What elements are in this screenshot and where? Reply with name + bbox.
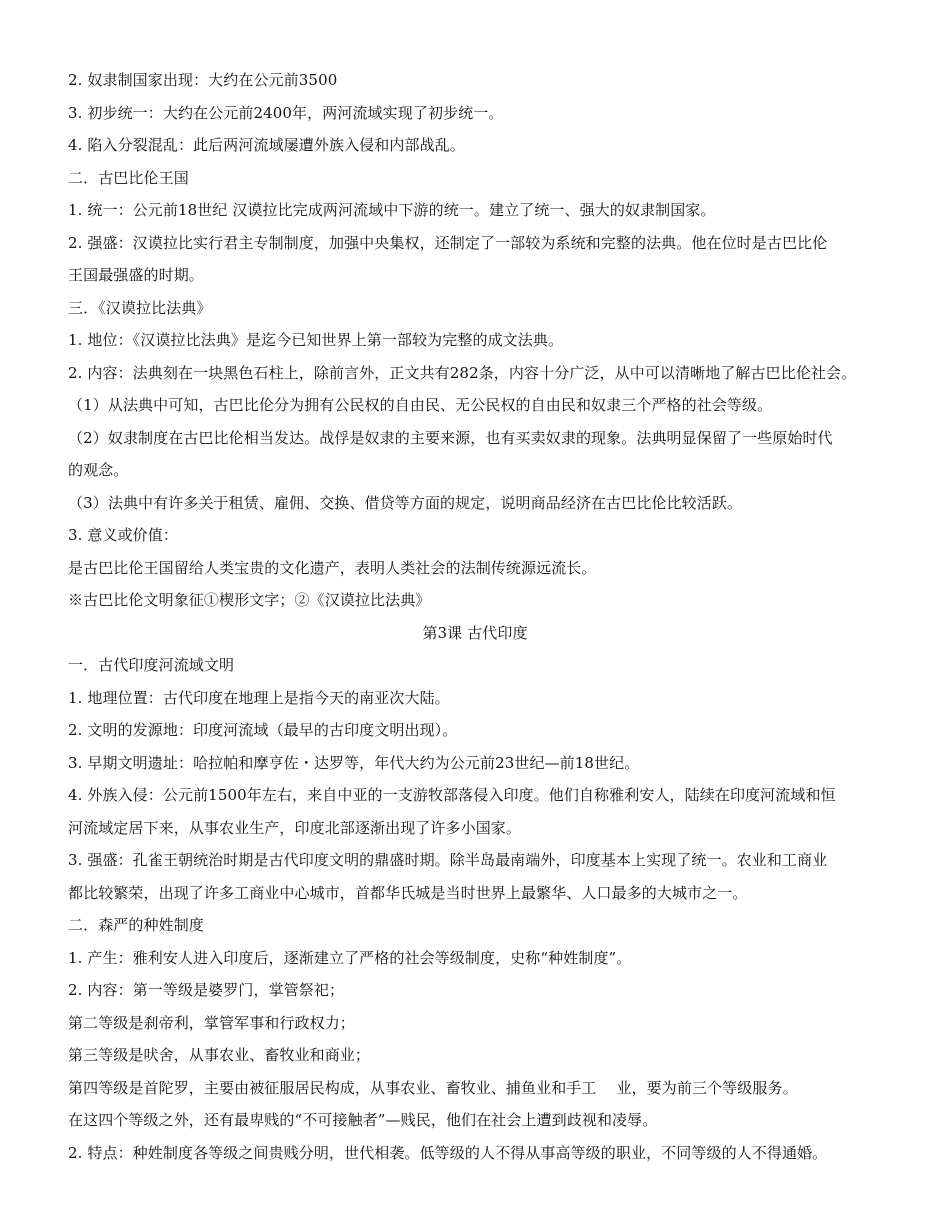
text-line: 第四等级是首陀罗，主要由被征服居民构成，从事农业、畜牧业、捕鱼业和手工 业，要为前三个等级服务。 bbox=[68, 1078, 798, 1097]
text-line: 3. 初步统一：大约在公元前2400年，两河流域实现了初步统一。 bbox=[68, 103, 504, 122]
section-heading: 二．古巴比伦王国 bbox=[68, 168, 189, 187]
text-line: 是古巴比伦王国留给人类宝贵的文化遗产，表明人类社会的法制传统源远流长。 bbox=[68, 558, 597, 577]
text-line: 2. 强盛：汉谟拉比实行君主专制制度，加强中央集权，还制定了一部较为系统和完整的法典。他在位时是古巴比伦 bbox=[68, 233, 828, 252]
text-line: 3. 强盛：孔雀王朝统治时期是古代印度文明的鼎盛时期。除半岛最南端外，印度基本上实现了统一。农业和工商业 bbox=[68, 851, 828, 869]
text-line: （1）从法典中可知，古巴比伦分为拥有公民权的自由民、无公民权的自由民和奴隶三个严格的社会等级。 bbox=[68, 396, 773, 414]
text-line: 4. 外族入侵：公元前1500年左右，来自中亚的一支游牧部落侵入印度。他们自称雅利安人，陆续在印度河流域和恒 bbox=[68, 786, 836, 804]
text-line: 4. 陷入分裂混乱：此后两河流域屡遭外族入侵和内部战乱。 bbox=[68, 136, 465, 154]
text-line: 1. 地位：《汉谟拉比法典》是迄今已知世界上第一部较为完整的成文法典。 bbox=[68, 331, 564, 349]
lesson-title: 第3课 古代印度 bbox=[422, 623, 528, 642]
text-line: 2. 内容：第一等级是婆罗门，掌管祭祀； bbox=[68, 981, 345, 999]
section-heading: 一．古代印度河流域文明 bbox=[68, 656, 235, 674]
text-line: 3. 意义或价值： bbox=[68, 526, 178, 544]
text-line: 王国最强盛的时期。 bbox=[68, 266, 204, 284]
text-line: 2. 特点：种姓制度各等级之间贵贱分明，世代相袭。低等级的人不得从事高等级的职业，不同等级的人不得通婚。 bbox=[68, 1143, 828, 1162]
text-line: 2. 内容：法典刻在一块黑色石柱上，除前言外，正文共有282条，内容十分广泛，从中可以清晰地了解古巴比伦社会。 bbox=[68, 363, 857, 382]
text-line: 第二等级是刹帝利，掌管军事和行政权力； bbox=[68, 1013, 355, 1032]
text-line: 在这四个等级之外，还有最卑贱的“不可接触者”—贱民，他们在社会上遭到歧视和凌辱。 bbox=[68, 1111, 658, 1129]
text-line: 1. 产生：雅利安人进入印度后，逐渐建立了严格的社会等级制度，史称“种姓制度”。 bbox=[68, 948, 632, 967]
text-line: （2）奴隶制度在古巴比伦相当发达。战俘是奴隶的主要来源，也有买卖奴隶的现象。法典明显保留了一些原始时代 bbox=[68, 428, 833, 447]
text-line: 第三等级是吠舍，从事农业、畜牧业和商业； bbox=[68, 1046, 371, 1064]
section-heading: 三．《汉谟拉比法典》 bbox=[68, 298, 212, 317]
text-line: 河流域定居下来，从事农业生产，印度北部逐渐出现了许多小国家。 bbox=[68, 818, 522, 837]
text-line: 的观念。 bbox=[68, 461, 129, 479]
text-line: ※古巴比伦文明象征①楔形文字；②《汉谟拉比法典》 bbox=[68, 591, 431, 609]
text-line: 3. 早期文明遗址：哈拉帕和摩亨佐・达罗等，年代大约为公元前23世纪—前18世纪。 bbox=[68, 753, 640, 772]
text-line: 1. 统一：公元前18世纪 汉谟拉比完成两河流域中下游的统一。建立了统一、强大的奴隶制国家。 bbox=[68, 201, 716, 219]
text-line: （3）法典中有许多关于租赁、雇佣、交换、借贷等方面的规定，说明商品经济在古巴比伦比较活跃。 bbox=[68, 493, 743, 512]
text-line: 2. 文明的发源地：印度河流域（最早的古印度文明出现）。 bbox=[68, 721, 458, 739]
text-line: 2. 奴隶制国家出现：大约在公元前3500 bbox=[68, 71, 338, 89]
text-line: 1. 地理位置：古代印度在地理上是指今天的南亚次大陆。 bbox=[68, 688, 450, 707]
text-line: 都比较繁荣，出现了许多工商业中心城市，首都华氏城是当时世界上最繁华、人口最多的大城市之一。 bbox=[68, 883, 748, 902]
section-heading: 二．森严的种姓制度 bbox=[68, 916, 204, 934]
